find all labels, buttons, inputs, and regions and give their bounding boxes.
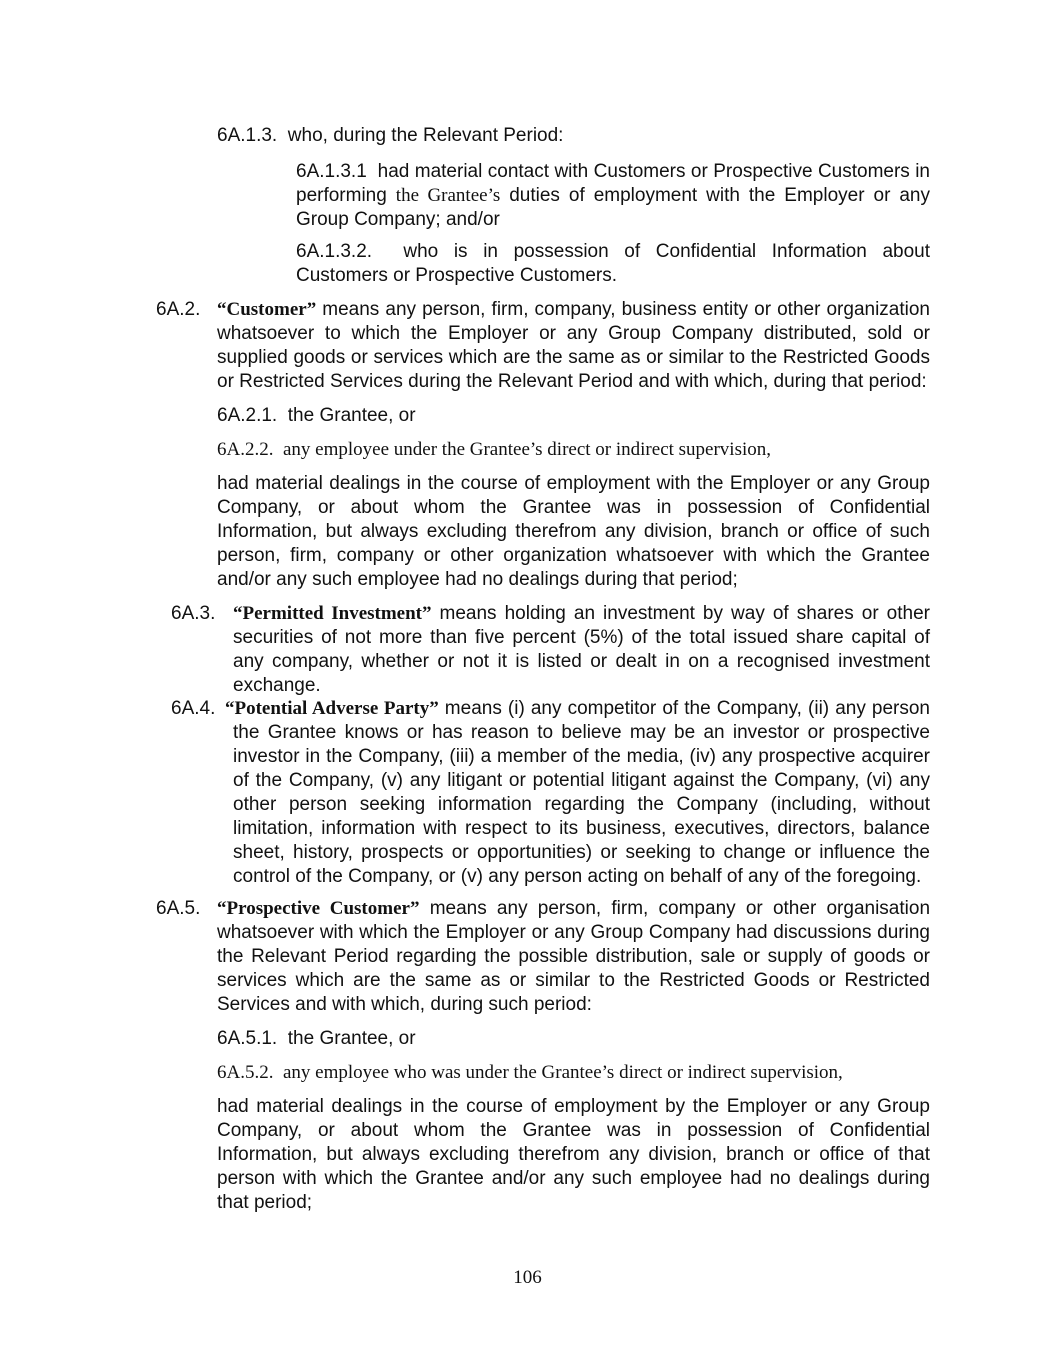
- clause-6a-1-3-1: [296, 160, 930, 232]
- clause-text: means holding an investment by way of shares or other securities of not more than five percent (5%) of the total issued share capital of any company, whether or not it is listed or dealt in on a recognised investment exchange.: [233, 603, 930, 696]
- clause-text: the Grantee, or: [287, 1028, 416, 1049]
- clause-text: any employee under the Grantee’s direct or indirect supervision,: [282, 439, 772, 460]
- clause-6a-2-continuation: [217, 472, 930, 592]
- clause-6a-2: [217, 298, 930, 394]
- clause-text: had material dealings in the course of employment with the Employer or any Group Company, or about whom the Grantee was in possession of Confidential Information, but always excluding therefrom any division, branch or office of such person, firm, company or other organization whatsoever with which the Grantee and/or any such employee had no dealings during that period;: [217, 473, 930, 590]
- clause-number-6a-5: 6A.5.: [156, 898, 201, 919]
- clause-6a-2-2: [217, 438, 771, 462]
- clause-6a-5-continuation: [217, 1095, 930, 1215]
- defined-term: “Potential Adverse Party”: [225, 698, 439, 719]
- clause-text: who is in possession of Confidential Information about Customers or Prospective Customers.: [296, 241, 931, 286]
- clause-number: 6A.2.1.: [217, 405, 278, 426]
- clause-6a-1-3-2: [296, 240, 930, 288]
- clause-6a-4: [225, 697, 930, 889]
- clause-text: means (i) any competitor of the Company, (ii) any person the Grantee knows or has reason to believe may be an investor or prospective investor in the Company, (iii) a member of the media, (iv) any prospective acquirer of the Company, (v) any litigant or potential litigant against the Company, (vi) any other person seeking information regarding the Company (including, without limitation, information with respect to its business, executives, directors, balance sheet, history, prospects or opportunities) or seeking to change or influence the control of the Company, or (v) any person acting on behalf of any of the foregoing.: [233, 698, 930, 887]
- clause-number-6a-2: 6A.2.: [156, 299, 201, 320]
- clause-6a-2-1: [217, 404, 416, 428]
- defined-term: “Permitted Investment”: [233, 603, 432, 624]
- defined-term: “Prospective Customer”: [217, 898, 420, 919]
- clause-text: any employee who was under the Grantee’s direct or indirect supervision,: [282, 1062, 843, 1083]
- clause-6a-5: [217, 897, 930, 1017]
- clause-number: 6A.1.3.: [217, 125, 278, 146]
- clause-number-6a-3: 6A.3.: [171, 603, 216, 624]
- clause-text: means any person, firm, company, business entity or other organization whatsoever to which the Employer or any Group Company distributed, sold or supplied goods or services which are the same as or similar to the Restricted Goods or Restricted Services during the Relevant Period and with which, during that period:: [217, 299, 930, 392]
- clause-number-6a-4: 6A.4.: [171, 698, 216, 719]
- clause-text: duties of employment with the Employer or any Group Company; and/or: [296, 185, 930, 230]
- clause-text-serif: the Grantee’s: [395, 185, 501, 206]
- clause-6a-1-3: [217, 124, 563, 148]
- clause-6a-5-1: [217, 1027, 416, 1051]
- clause-text: means any person, firm, company or other organisation whatsoever with which the Employer or any Group Company had discussions during the Relevant Period regarding the possible distribution, sale or supply of goods or services which are the same as or similar to the Restricted Goods or Restricted Services and with which, during such period:: [217, 898, 931, 1015]
- clause-number: 6A.5.2.: [217, 1062, 274, 1083]
- clause-number: 6A.5.1.: [217, 1028, 278, 1049]
- clause-text: had material dealings in the course of employment by the Employer or any Group Company, or about whom the Grantee was in possession of Confidential Information, but always excluding therefrom any division, branch or office of that person with which the Grantee and/or any such employee had no dealings during that period;: [217, 1096, 930, 1213]
- page-number: 106: [513, 1267, 542, 1288]
- clause-text: the Grantee, or: [287, 405, 416, 426]
- clause-number: 6A.1.3.2.: [296, 241, 373, 262]
- clause-6a-3: [233, 602, 930, 698]
- clause-text: who, during the Relevant Period:: [287, 125, 564, 146]
- clause-text: had material contact with Customers or Prospective Customers in performing: [296, 161, 931, 206]
- clause-number: 6A.2.2.: [217, 439, 274, 460]
- clause-number: 6A.1.3.1: [296, 161, 367, 182]
- defined-term: “Customer”: [217, 299, 317, 320]
- clause-6a-5-2: [217, 1061, 843, 1085]
